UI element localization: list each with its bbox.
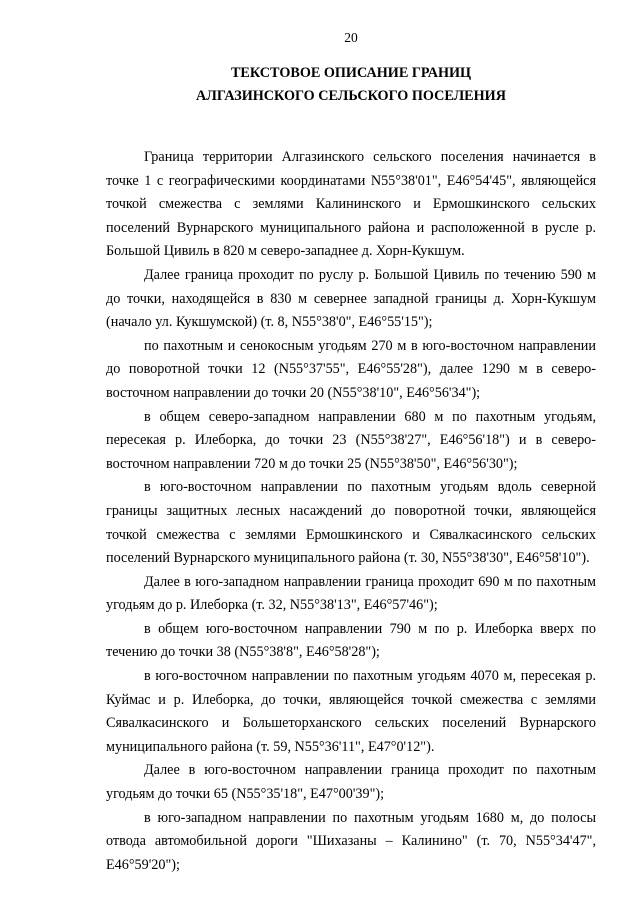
title-line-1: ТЕКСТОВОЕ ОПИСАНИЕ ГРАНИЦ [230,65,472,81]
paragraph: по пахотным и сенокосным угодьям 270 м в юго-восточном направлении до поворотной точки 12 (N55°37'55", E46°55'28"), далее 1290 м в северо-восточном направлении до точки 20 (N55°38'10", E46°56'34"); [106,337,596,401]
paragraph: в юго-западном направлении по пахотным угодьям 1680 м, до полосы отвода автомобильной дороги "Шихазаны – Калинино" (т. 70, N55°34'47", E46°59'20"); [106,809,596,873]
paragraph: Граница территории Алгазинского сельского поселения начинается в точке 1 с географическими координатами N55°38'01", E46°54'45", являющейся точкой смежества с землями Калининского и Ермошкинского сельских поселений Вурнарского муниципального района и расположенной в русле р. Большой Цивиль в 820 м северо-западнее д. Хорн-Кукшум. [106,149,596,260]
document-title [106,62,596,108]
document-body [106,146,596,877]
paragraph: Далее граница проходит по руслу р. Большой Цивиль по течению 590 м до точки, находящейся в 830 м севернее западной границы д. Хорн-Кукшум (начало ул. Кукшумской) (т. 8, N55°38'0", E46°55'15"); [106,266,596,331]
paragraph: в общем юго-восточном направлении 790 м по р. Илеборка вверх по течению до точки 38 (N55°38'8", E46°58'28"); [106,620,596,661]
title-line-2: АЛГАЗИНСКОГО СЕЛЬСКОГО ПОСЕЛЕНИЯ [196,88,506,104]
paragraph: Далее в юго-восточном направлении граница проходит по пахотным угодьям до точки 65 (N55°35'18", E47°00'39"); [106,762,596,803]
document-page [106,30,596,877]
paragraph: в юго-восточном направлении по пахотным угодьям вдоль северной границы защитных лесных насаждений до поворотной точки, являющейся точкой смежества с землями Ермошкинского и Сявалкасинского сельских поселений Вурнарского муниципального района (т. 30, N55°38'30", E46°58'10"). [106,479,596,567]
page-number: 20 [344,30,358,45]
paragraph: в юго-восточном направлении по пахотным угодьям 4070 м, пересекая р. Куймас и р. Илеборка, до точки, являющейся точкой смежества с землями Сявалкасинского и Большеторханского сельских поселений Вурнарского муниципального района (т. 59, N55°36'11", E47°0'12"). [106,668,596,755]
paragraph: в общем северо-западном направлении 680 м по пахотным угодьям, пересекая р. Илеборка, до точки 23 (N55°38'27", E46°56'18") и в северо-восточном направлении 720 м до точки 25 (N55°38'50", E46°56'30"); [106,408,596,472]
paragraph: Далее в юго-западном направлении граница проходит 690 м по пахотным угодьям до р. Илеборка (т. 32, N55°38'13", E46°57'46"); [106,573,596,614]
